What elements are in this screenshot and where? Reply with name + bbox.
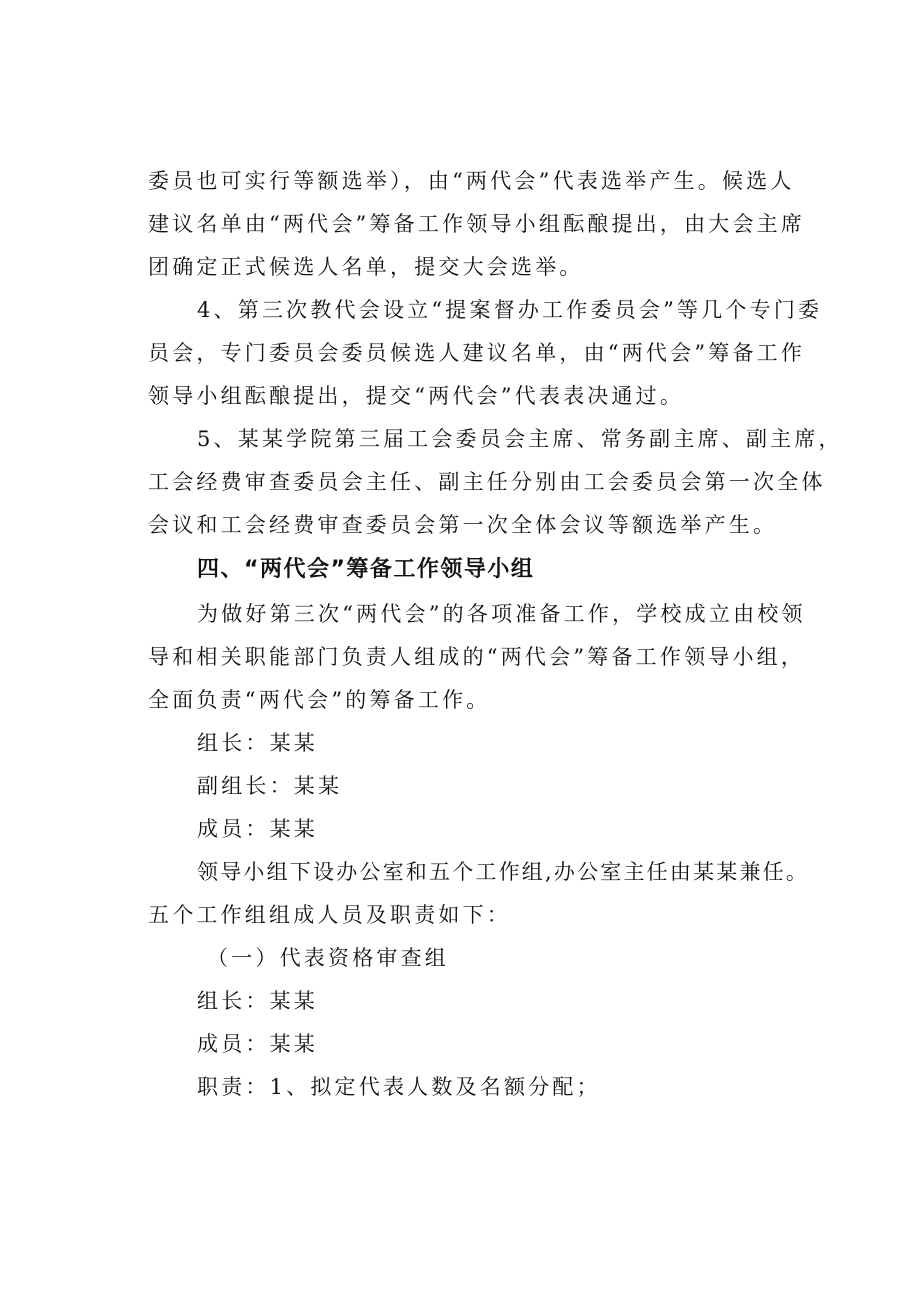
paragraph-line: 导和相关职能部门负责人组成的“两代会”筹备工作领导小组，	[148, 645, 806, 669]
paragraph-line: 5、某某学院第三届工会委员会主席、常务副主席、副主席，	[197, 427, 843, 451]
paragraph-line: 组长：某某	[197, 989, 318, 1013]
paragraph-line: 员会，专门委员会委员候选人建议名单，由“两代会”筹备工作	[148, 341, 806, 365]
paragraph-line: （一）代表资格审查组	[207, 946, 449, 970]
paragraph-line: 为做好第三次“两代会”的各项准备工作，学校成立由校领	[197, 602, 806, 626]
paragraph-line: 4、第三次教代会设立“提案督办工作委员会”等几个专门委	[197, 298, 823, 322]
paragraph-line: 工会经费审查委员会主任、副主任分别由工会委员会第一次全体	[148, 470, 826, 494]
paragraph-line: 职责：1、拟定代表人数及名额分配；	[197, 1075, 601, 1099]
paragraph-line: 团确定正式候选人名单，提交大会选举。	[148, 255, 584, 279]
paragraph-line: 领导小组下设办公室和五个工作组,办公室主任由某某兼任。	[197, 860, 810, 884]
paragraph-line: 五个工作组组成人员及职责如下：	[148, 903, 511, 927]
section-heading: 四、“两代会”筹备工作领导小组	[197, 557, 535, 582]
paragraph-line: 领导小组酝酿提出，提交“两代会”代表表决通过。	[148, 384, 685, 408]
paragraph-line: 建议名单由“两代会”筹备工作领导小组酝酿提出，由大会主席	[148, 212, 806, 236]
paragraph-line: 成员：某某	[197, 817, 318, 841]
paragraph-line: 副组长：某某	[197, 774, 343, 798]
paragraph-line: 委员也可实行等额选举），由“两代会”代表选举产生。候选人	[148, 169, 795, 193]
paragraph-line: 会议和工会经费审查委员会第一次全体会议等额选举产生。	[148, 513, 778, 537]
paragraph-line: 全面负责“两代会”的筹备工作。	[148, 688, 491, 712]
paragraph-line: 成员：某某	[197, 1032, 318, 1056]
paragraph-line: 组长：某某	[197, 731, 318, 755]
